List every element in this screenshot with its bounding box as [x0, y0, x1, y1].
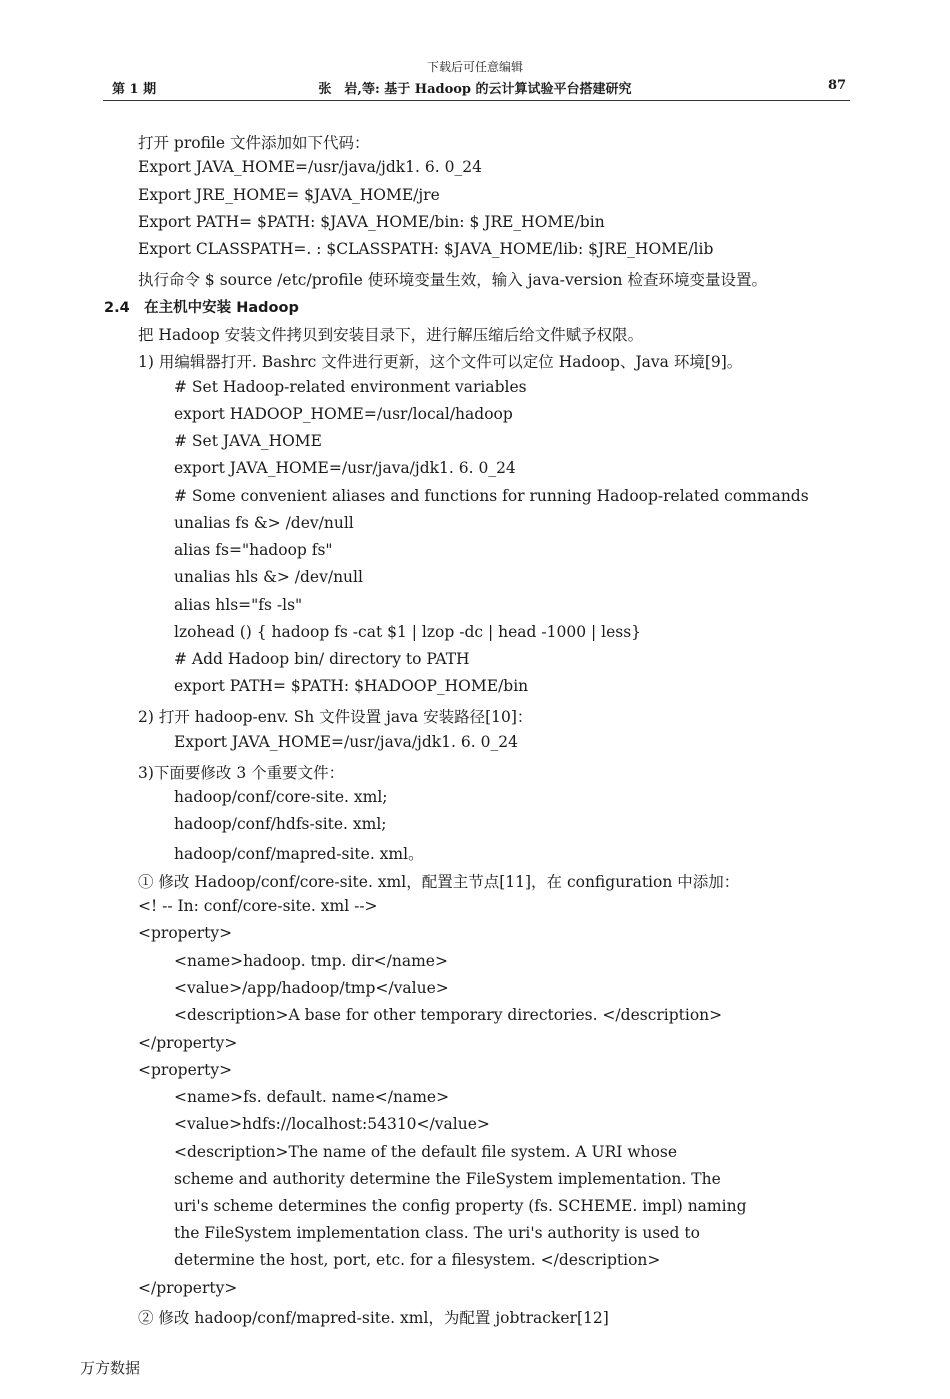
text-line: alias fs="hadoop fs" [174, 541, 333, 559]
text-line: determine the host, port, etc. for a filesystem. </description> [174, 1251, 661, 1269]
text-line: uri's scheme determines the config property (fs. SCHEME. impl) naming [174, 1197, 747, 1215]
text-line: # Some convenient aliases and functions for running Hadoop-related commands [174, 487, 809, 505]
text-line: 把 Hadoop 安装文件拷贝到安装目录下，进行解压缩后给文件赋予权限。 [138, 326, 644, 344]
text-line: ② 修改 hadoop/conf/mapred-site. xml，为配置 jobtracker[12] [138, 1309, 609, 1327]
text-line: 执行命令 $ source /etc/profile 使环境变量生效，输入 java-version 检查环境变量设置。 [138, 271, 767, 289]
text-line: Export JRE_HOME= $JAVA_HOME/jre [138, 186, 440, 204]
text-line: <description>A base for other temporary directories. </description> [174, 1006, 723, 1024]
footer-watermark: 万方数据 [80, 1359, 141, 1377]
text-line: </property> [138, 1279, 238, 1297]
text-line: ① 修改 Hadoop/conf/core-site. xml，配置主节点[11]，在 configuration 中添加： [138, 873, 740, 891]
text-line: # Set Hadoop-related environment variables [174, 378, 527, 396]
text-line: <property> [138, 924, 233, 942]
text-line: <name>fs. default. name</name> [174, 1088, 450, 1106]
text-line: Export PATH= $PATH: $JAVA_HOME/bin: $ JRE_HOME/bin [138, 213, 605, 231]
text-line: export HADOOP_HOME=/usr/local/hadoop [174, 405, 513, 423]
text-line: 打开 profile 文件添加如下代码： [138, 134, 370, 152]
text-line: scheme and authority determine the FileSystem implementation. The [174, 1170, 721, 1188]
text-line: unalias hls &> /dev/null [174, 568, 363, 586]
running-title: 张 岩,等: 基于 Hadoop 的云计算试验平台搭建研究 [318, 82, 632, 97]
text-line: Export JAVA_HOME=/usr/java/jdk1. 6. 0_24 [174, 733, 518, 751]
download-banner: 下载后可任意编辑 [426, 60, 523, 74]
issue-number: 第 1 期 [112, 82, 157, 97]
text-line: hadoop/conf/core-site. xml; [174, 788, 388, 806]
page-number: 87 [828, 78, 847, 93]
text-line: # Set JAVA_HOME [174, 432, 322, 450]
text-line: alias hls="fs -ls" [174, 596, 303, 614]
section-heading: 2.4 在主机中安装 Hadoop [104, 300, 299, 316]
text-line: hadoop/conf/hdfs-site. xml; [174, 815, 387, 833]
text-line: <! -- In: conf/core-site. xml --> [138, 897, 378, 915]
text-line: Export CLASSPATH=. : $CLASSPATH: $JAVA_HOME/lib: $JRE_HOME/lib [138, 240, 714, 258]
text-line: 2) 打开 hadoop-env. Sh 文件设置 java 安装路径[10]： [138, 708, 533, 726]
text-line: <description>The name of the default file system. A URI whose [174, 1143, 678, 1161]
text-line: 1) 用编辑器打开. Bashrc 文件进行更新，这个文件可以定位 Hadoop、Java 环境[9]。 [138, 353, 743, 371]
text-line: lzohead () { hadoop fs -cat $1 | lzop -dc | head -1000 | less} [174, 623, 642, 641]
text-line: export PATH= $PATH: $HADOOP_HOME/bin [174, 677, 529, 695]
text-line: Export JAVA_HOME=/usr/java/jdk1. 6. 0_24 [138, 158, 482, 176]
text-line: <name>hadoop. tmp. dir</name> [174, 952, 448, 970]
text-line: <value>hdfs://localhost:54310</value> [174, 1115, 490, 1133]
header-rule [103, 100, 850, 101]
text-line: 3)下面要修改 3 个重要文件： [138, 764, 345, 782]
text-line: the FileSystem implementation class. The uri's authority is used to [174, 1224, 700, 1242]
text-line: # Add Hadoop bin/ directory to PATH [174, 650, 470, 668]
text-line: export JAVA_HOME=/usr/java/jdk1. 6. 0_24 [174, 459, 516, 477]
text-line: </property> [138, 1034, 238, 1052]
text-line: <value>/app/hadoop/tmp</value> [174, 979, 449, 997]
text-line: unalias fs &> /dev/null [174, 514, 354, 532]
text-line: hadoop/conf/mapred-site. xml。 [174, 845, 424, 863]
text-line: <property> [138, 1061, 233, 1079]
